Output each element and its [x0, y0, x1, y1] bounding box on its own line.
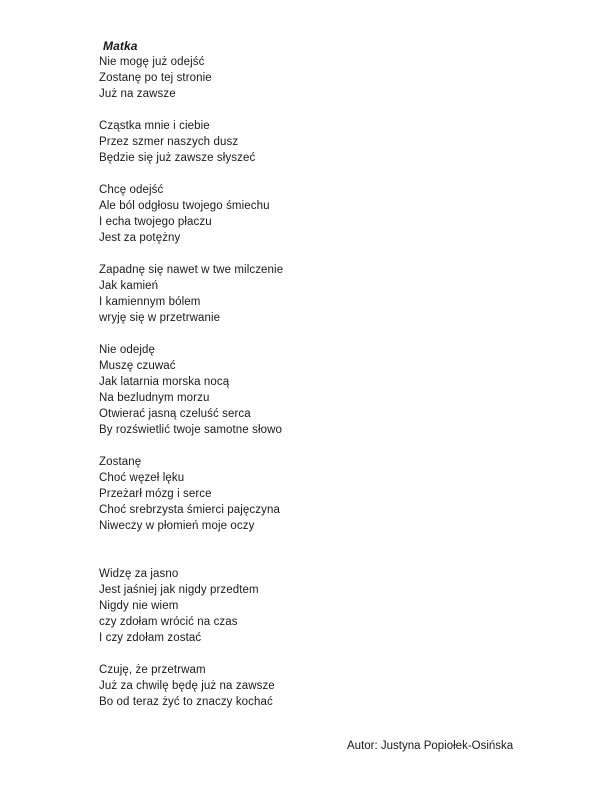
poem-line: By rozświetlić twoje samotne słowo — [99, 424, 282, 436]
poem-line: Muszę czuwać — [99, 360, 176, 372]
poem-line: Nie odejdę — [99, 344, 155, 356]
poem-line: Choć srebrzysta śmierci pajęczyna — [99, 504, 280, 516]
author-credit: Autor: Justyna Popiołek-Osińska — [347, 740, 514, 752]
poem-line: Już za chwilę będę już na zawsze — [99, 680, 275, 692]
poem-line: I czy zdołam zostać — [99, 632, 202, 644]
poem-line: Nie mogę już odejść — [99, 56, 205, 68]
poem-line: Jak latarnia morska nocą — [99, 376, 230, 388]
stanza-6 — [99, 454, 519, 534]
poem-line: I echa twojego płaczu — [99, 216, 212, 228]
poem-line: Chcę odejść — [99, 184, 164, 196]
poem-line: Będzie się już zawsze słyszeć — [99, 152, 256, 164]
poem-line: Przez szmer naszych dusz — [99, 136, 239, 148]
poem-line: Choć węzeł lęku — [99, 472, 185, 484]
poem-line: I kamiennym bólem — [99, 296, 201, 308]
poem-line: Cząstka mnie i ciebie — [99, 120, 210, 132]
poem-line: wryję się w przetrwanie — [99, 312, 221, 324]
poem-line: Niweczy w płomień moje oczy — [99, 520, 255, 532]
poem-line: Przeżarł mózg i serce — [99, 488, 212, 500]
poem — [99, 38, 519, 726]
stanza-2 — [99, 118, 519, 166]
stanza-4 — [99, 262, 519, 326]
poem-title: Matka — [103, 39, 138, 53]
poem-line: Ale ból odgłosu twojego śmiechu — [99, 200, 270, 212]
poem-line: Czuję, że przetrwam — [99, 664, 206, 676]
stanza-5 — [99, 342, 519, 438]
poem-line: Jest jaśniej jak nigdy przedtem — [99, 584, 259, 596]
poem-line: Bo od teraz żyć to znaczy kochać — [99, 696, 273, 708]
poem-line: Zostanę po tej stronie — [99, 72, 212, 84]
stanza-1 — [99, 54, 519, 102]
stanza-3 — [99, 182, 519, 246]
stanza-7 — [99, 566, 519, 646]
poem-line: Na bezludnym morzu — [99, 392, 210, 404]
poem-line: Jest za potężny — [99, 232, 181, 244]
poem-line: Jak kamień — [99, 280, 159, 292]
poem-line: Widzę za jasno — [99, 568, 179, 580]
poem-line: Otwierać jasną czeluść serca — [99, 408, 251, 420]
poem-line: Już na zawsze — [99, 88, 176, 100]
poem-line: Nigdy nie wiem — [99, 600, 179, 612]
poem-line: Zapadnę się nawet w twe milczenie — [99, 264, 284, 276]
poem-line: Zostanę — [99, 456, 142, 468]
stanza-8 — [99, 662, 519, 710]
poem-line: czy zdołam wrócić na czas — [99, 616, 238, 628]
